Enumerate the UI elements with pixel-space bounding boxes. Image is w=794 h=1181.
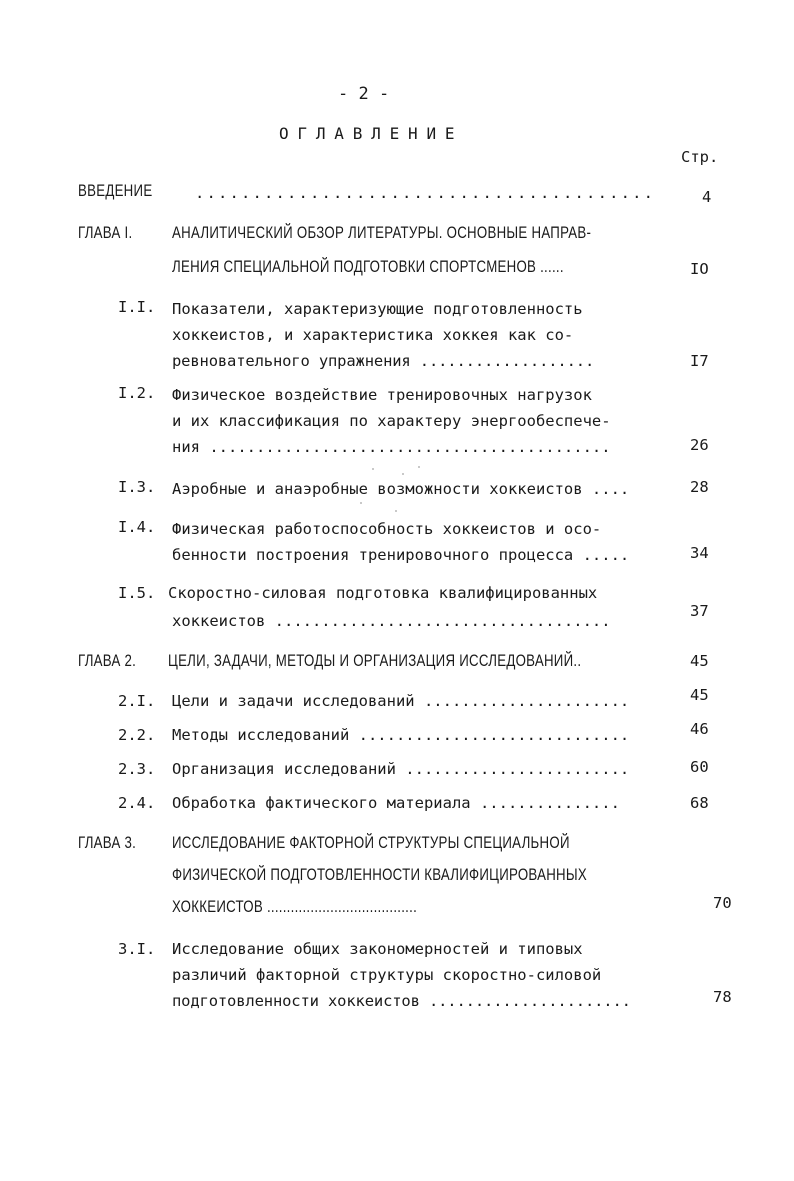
toc-entry-line: бенности построения тренировочного процесса ..... [172,546,630,564]
toc-entry-label: 2.I. [118,692,156,710]
toc-entry-label: 2.2. [118,726,156,744]
toc-entry-line: ХОККЕИСТОВ ...................................... [172,897,418,916]
toc-entry-label: I.5. [118,584,156,602]
toc-entry-line: Показатели, характеризующие подготовленность [172,300,583,318]
toc-entry-label: ГЛАВА 2. [78,651,137,670]
toc-entry-line: Методы исследований ............................. [172,726,630,744]
toc-entry-line: Обработка фактического материала ............... [172,794,620,812]
toc-entry-line: хоккеистов .................................... [172,612,611,630]
toc-entry-line: ЛЕНИЯ СПЕЦИАЛЬНОЙ ПОДГОТОВКИ СПОРТСМЕНОВ ...... [172,257,564,276]
toc-entry-line: ния ........................................... [172,438,611,456]
toc-entry-line: ЦЕЛИ, ЗАДАЧИ, МЕТОДЫ И ОРГАНИЗАЦИЯ ИССЛЕДОВАНИЙ.. [168,651,582,670]
toc-entry-label: 2.3. [118,760,156,778]
toc-entry-line: Скоростно-силовая подготовка квалифицированных [168,584,598,602]
toc-entry-line: различий факторной структуры скоростно-силовой [172,966,602,984]
toc-entry-label: ГЛАВА I. [78,223,133,242]
toc-entry-line: Физическое воздействие тренировочных нагрузок [172,386,592,404]
toc-entry-line: подготовленности хоккеистов ...................... [172,992,631,1010]
toc-entry-line: ФИЗИЧЕСКОЙ ПОДГОТОВЛЕННОСТИ КВАЛИФИЦИРОВАННЫХ [172,865,588,884]
toc-entry-page: 26 [690,436,709,454]
toc-entry-line: Цели и задачи исследований ...................... [172,692,630,710]
toc-entry-label: I.2. [118,384,156,402]
toc-entry-label: ВВЕДЕНИЕ [78,181,153,200]
toc-entry-label: I.4. [118,518,156,536]
scan-speck [395,510,397,512]
toc-entry-label: 2.4. [118,794,156,812]
toc-entry-line: ревновательного упражнения ................... [172,352,595,370]
toc-entry-page: 28 [690,478,709,496]
toc-entry-label: I.3. [118,478,156,496]
page-column-label: Стр. [681,148,719,166]
scan-speck [402,473,404,475]
toc-entry-label: ГЛАВА 3. [78,833,137,852]
toc-entry-line: Физическая работоспособность хоккеистов и осо- [172,520,602,538]
toc-entry-label: 3.I. [118,940,156,958]
toc-entry-line: хоккеистов, и характеристика хоккея как со- [172,326,574,344]
toc-entry-page: 45 [690,686,709,704]
toc-entry-label: I.I. [118,298,156,316]
toc-entry-page: 46 [690,720,709,738]
toc-entry-line: и их классификация по характеру энергообеспече- [172,412,611,430]
toc-entry-line: ИССЛЕДОВАНИЕ ФАКТОРНОЙ СТРУКТУРЫ СПЕЦИАЛЬНОЙ [172,833,570,852]
toc-entry-leader: ........................................ [195,184,656,202]
toc-entry-line: Аэробные и анаэробные возможности хоккеистов .... [172,480,630,498]
toc-entry-line: Организация исследований ........................ [172,760,630,778]
page-number: - 2 - [338,84,390,104]
toc-entry-page: 60 [690,758,709,776]
toc-entry-page: IO [690,260,709,278]
scan-speck [360,502,362,504]
toc-entry-line: Исследование общих закономерностей и типовых [172,940,583,958]
toc-entry-page: 34 [690,544,709,562]
toc-entry-page: 37 [690,602,709,620]
document-title: ОГЛАВЛЕНИЕ [279,124,464,143]
toc-entry-page: 78 [713,988,732,1006]
scan-speck [418,466,420,468]
scan-speck [372,468,374,470]
toc-entry-page: 70 [713,894,732,912]
toc-entry-page: I7 [690,352,709,370]
toc-entry-page: 68 [690,794,709,812]
toc-entry-line: АНАЛИТИЧЕСКИЙ ОБЗОР ЛИТЕРАТУРЫ. ОСНОВНЫЕ НАПРАВ- [172,223,592,242]
toc-entry-page: 4 [702,188,712,206]
toc-entry-page: 45 [690,652,709,670]
